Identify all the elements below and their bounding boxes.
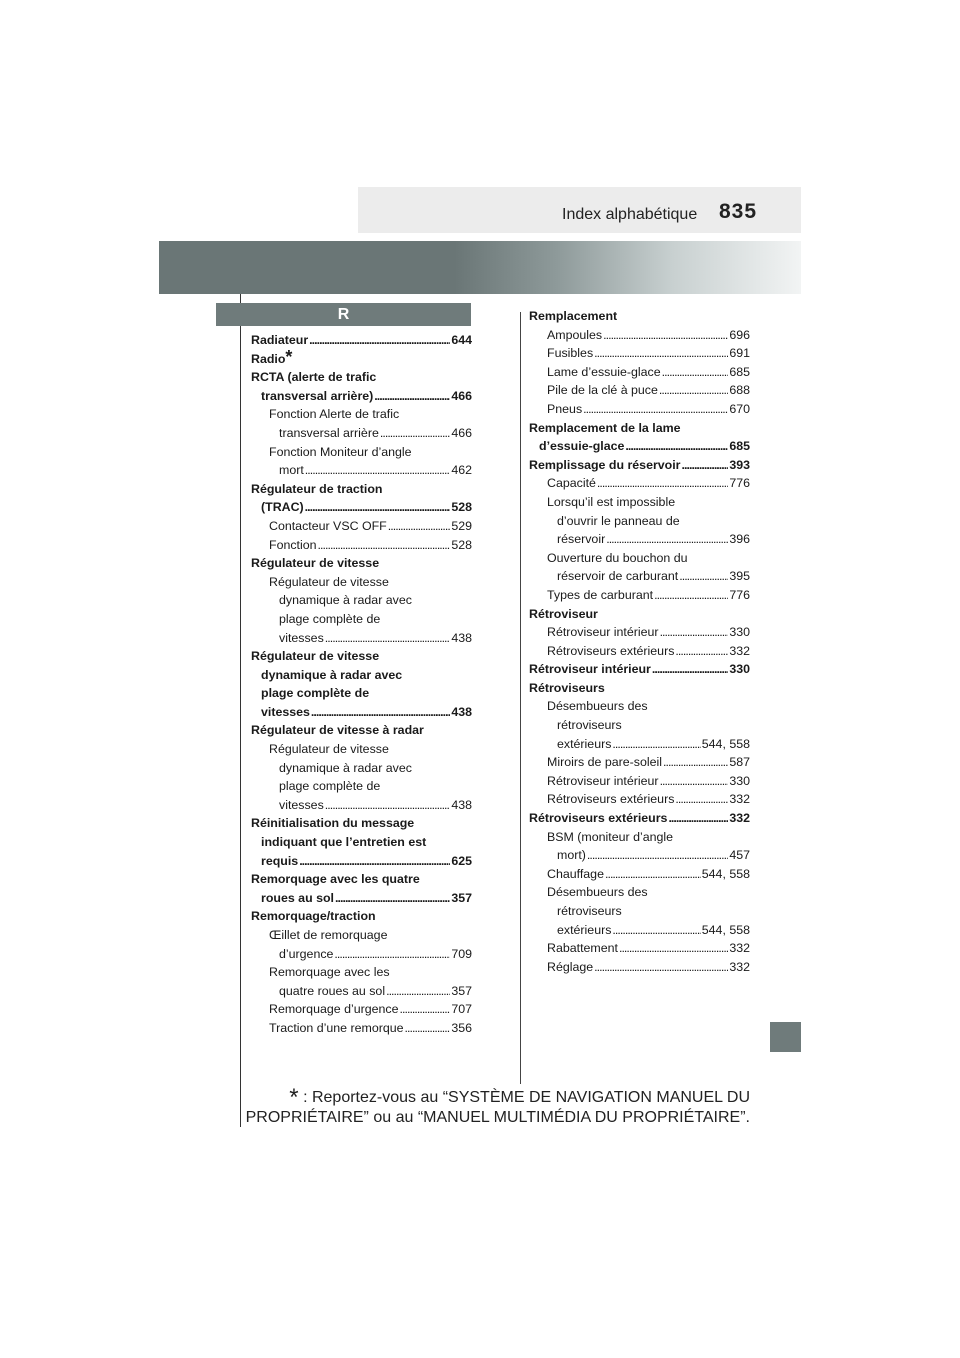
index-entry-row bbox=[529, 958, 750, 977]
index-page-ref: 330 bbox=[729, 773, 750, 788]
index-page-ref: 776 bbox=[729, 587, 750, 602]
index-entry-label: Rétroviseur intérieur bbox=[529, 662, 651, 677]
leader-dots bbox=[612, 735, 700, 754]
footnote-star: * bbox=[289, 1084, 299, 1111]
leader-dots bbox=[597, 474, 728, 493]
index-page-ref: 462 bbox=[451, 463, 472, 478]
index-page-ref: 332 bbox=[729, 643, 750, 658]
index-entry-row bbox=[529, 363, 750, 382]
index-page-ref: 670 bbox=[729, 401, 750, 416]
index-entry-r-lorsquil bbox=[529, 493, 750, 549]
index-entry-row bbox=[251, 424, 472, 443]
index-entry-r-lame bbox=[529, 363, 750, 382]
leader-dots bbox=[660, 623, 729, 642]
leader-dots bbox=[594, 958, 728, 977]
index-entry-row bbox=[529, 642, 750, 661]
footnote bbox=[240, 1084, 750, 1128]
leader-dots bbox=[325, 629, 451, 648]
footnote-line-2: PROPRIÉTAIRE” ou au “MANUEL MULTIMÉDIA DU PROPRIÉTAIRE”. bbox=[245, 1109, 750, 1126]
leader-dots bbox=[400, 1000, 451, 1019]
index-entry-label: transversal arrière bbox=[279, 425, 379, 440]
index-entry-r-bsm bbox=[529, 828, 750, 865]
chapter-side-tab bbox=[770, 1022, 801, 1052]
index-entry-label: Remorquage d’urgence bbox=[269, 1002, 399, 1017]
leader-dots bbox=[662, 363, 729, 382]
index-entry-label: extérieurs bbox=[557, 736, 612, 751]
leader-dots bbox=[654, 586, 728, 605]
index-entry-l-remorquage-traction bbox=[251, 907, 472, 926]
index-entry-row bbox=[251, 796, 472, 815]
index-entry-label: Rétroviseurs bbox=[529, 680, 605, 695]
index-entry-line: Fonction Alerte de trafic bbox=[269, 407, 400, 422]
index-entry-row bbox=[529, 605, 750, 624]
index-entry-line: Remplacement de la lame bbox=[529, 420, 681, 435]
index-page-ref: 625 bbox=[451, 853, 472, 868]
leader-dots bbox=[311, 703, 450, 722]
leader-dots bbox=[652, 660, 728, 679]
index-entry-l-contacteur-vsc bbox=[251, 517, 472, 536]
index-entry-row bbox=[251, 945, 472, 964]
index-entry-label: Pile de la clé à puce bbox=[547, 383, 658, 398]
leader-dots bbox=[305, 498, 451, 517]
index-entry-label: Miroirs de pare-soleil bbox=[547, 755, 662, 770]
index-entry-r-ouverture bbox=[529, 549, 750, 586]
index-page-ref: 528 bbox=[451, 500, 472, 515]
index-entry-row bbox=[529, 809, 750, 828]
section-letter: R bbox=[216, 303, 471, 326]
footnote-line-1: : Reportez-vous au “SYSTÈME DE NAVIGATION MANUEL DU bbox=[303, 1089, 750, 1106]
index-page-ref: 330 bbox=[729, 625, 750, 640]
leader-dots bbox=[605, 865, 701, 884]
index-entry-l-reg-radar bbox=[251, 721, 472, 740]
index-page-ref: 685 bbox=[729, 364, 750, 379]
leader-dots bbox=[606, 530, 728, 549]
index-entry-row bbox=[529, 660, 750, 679]
index-entry-l-remorquage-quatre bbox=[251, 870, 472, 907]
index-entry-r-reglage bbox=[529, 958, 750, 977]
index-page-ref: 528 bbox=[451, 537, 472, 552]
index-entry-r-fusibles bbox=[529, 344, 750, 363]
index-page-ref: 332 bbox=[729, 959, 750, 974]
leader-dots bbox=[325, 796, 451, 815]
index-entry-label: vitesses bbox=[279, 630, 324, 645]
index-entry-line: plage complète de bbox=[279, 611, 381, 626]
index-entry-r-retro-ext bbox=[529, 642, 750, 661]
leader-dots bbox=[309, 331, 450, 350]
leader-dots bbox=[668, 809, 728, 828]
index-entry-r-retroviseur-int bbox=[529, 660, 750, 679]
leader-dots bbox=[334, 945, 450, 964]
page-number: 835 bbox=[719, 200, 758, 223]
index-entry-row bbox=[529, 846, 750, 865]
index-entry-row bbox=[529, 474, 750, 493]
index-entry-r-desembueurs bbox=[529, 697, 750, 753]
leader-dots bbox=[603, 326, 728, 345]
index-entry-line: Régulateur de vitesse bbox=[269, 742, 389, 757]
index-page-ref: 544, 558 bbox=[701, 866, 750, 881]
index-entry-l-fonction-moniteur bbox=[251, 443, 472, 480]
index-page-ref: 457 bbox=[729, 848, 750, 863]
leader-dots bbox=[660, 772, 729, 791]
index-page-ref: 332 bbox=[729, 941, 750, 956]
index-page-ref: 396 bbox=[729, 532, 750, 547]
index-entry-row bbox=[529, 865, 750, 884]
index-entry-label: Rétroviseurs extérieurs bbox=[547, 643, 675, 658]
index-entry-l-radio bbox=[251, 346, 472, 369]
left-margin-rule bbox=[240, 294, 241, 1127]
index-entry-label: Remorquage/traction bbox=[251, 909, 376, 924]
index-entry-row bbox=[251, 536, 472, 555]
index-entry-label: Rétroviseurs extérieurs bbox=[529, 811, 668, 826]
index-entry-row bbox=[251, 907, 472, 926]
index-entry-row bbox=[251, 1019, 472, 1038]
leader-dots bbox=[675, 642, 728, 661]
index-page-ref: 438 bbox=[451, 797, 472, 812]
index-entry-line: plage complète de bbox=[279, 779, 381, 794]
index-page-ref: 438 bbox=[451, 630, 472, 645]
index-page-ref: 688 bbox=[729, 383, 750, 398]
index-entry-line: Régulateur de traction bbox=[251, 481, 383, 496]
index-entry-row bbox=[529, 679, 750, 698]
index-entry-line: BSM (moniteur d’angle bbox=[547, 829, 674, 844]
leader-dots bbox=[587, 846, 728, 865]
leader-dots bbox=[682, 456, 729, 475]
leader-dots bbox=[335, 889, 450, 908]
index-entry-l-fonction-trac bbox=[251, 536, 472, 555]
index-entry-label: Contacteur VSC OFF bbox=[269, 518, 387, 533]
index-entry-l-reinit bbox=[251, 814, 472, 870]
leader-dots bbox=[679, 567, 728, 586]
index-page-ref: 438 bbox=[451, 704, 472, 719]
index-entry-label: Chauffage bbox=[547, 866, 604, 881]
index-entry-row bbox=[251, 387, 472, 406]
index-page-ref: 357 bbox=[451, 890, 472, 905]
index-entry-line: Lorsqu’il est impossible bbox=[547, 494, 676, 509]
leader-dots bbox=[675, 790, 728, 809]
index-page-ref: 709 bbox=[451, 946, 472, 961]
index-entry-label: Fusibles bbox=[547, 346, 594, 361]
header-gradient-band bbox=[159, 241, 801, 294]
leader-dots bbox=[305, 461, 451, 480]
index-entry-label: d’essuie-glace bbox=[539, 439, 625, 454]
index-entry-line: indiquant que l’entretien est bbox=[261, 835, 427, 850]
index-entry-line: Ouverture du bouchon du bbox=[547, 550, 688, 565]
index-entry-row bbox=[529, 530, 750, 549]
index-entry-l-remorquage-urgence bbox=[251, 1000, 472, 1019]
index-entry-label: réservoir de carburant bbox=[557, 569, 679, 584]
index-page-ref: 356 bbox=[451, 1020, 472, 1035]
index-page-ref: 685 bbox=[729, 439, 750, 454]
index-entry-row bbox=[529, 753, 750, 772]
leader-dots bbox=[594, 344, 728, 363]
index-page-ref: 466 bbox=[451, 388, 472, 403]
index-entry-r-capacite bbox=[529, 474, 750, 493]
index-column-right bbox=[529, 307, 750, 976]
index-entry-label: vitesses bbox=[261, 704, 310, 719]
index-column-left bbox=[251, 331, 472, 1038]
index-entry-line: dynamique à radar avec bbox=[279, 760, 412, 775]
index-entry-label: Fonction bbox=[269, 537, 317, 552]
index-entry-label: Radiateur bbox=[251, 333, 309, 347]
index-entry-label: Rétroviseurs extérieurs bbox=[547, 792, 675, 807]
index-entry-r-rabattement bbox=[529, 939, 750, 958]
index-entry-line: RCTA (alerte de trafic bbox=[251, 370, 377, 385]
index-entry-l-traction-remorque bbox=[251, 1019, 472, 1038]
index-entry-r-retro-ext2 bbox=[529, 790, 750, 809]
index-entry-label: Lame d’essuie-glace bbox=[547, 364, 661, 379]
index-entry-r-types bbox=[529, 586, 750, 605]
index-entry-row bbox=[529, 456, 750, 475]
index-entry-row bbox=[529, 790, 750, 809]
index-page-ref: 691 bbox=[729, 346, 750, 361]
index-entry-label: transversal arrière) bbox=[261, 388, 374, 403]
index-entry-row: Radio * bbox=[251, 346, 293, 367]
index-entry-label: Rétroviseur bbox=[529, 606, 598, 621]
index-entry-l-oeillet bbox=[251, 926, 472, 963]
index-entry-label: Rétroviseur intérieur bbox=[547, 625, 659, 640]
leader-dots bbox=[388, 517, 451, 536]
index-entry-label: Remplacement bbox=[529, 309, 618, 323]
index-entry-line: Régulateur de vitesse bbox=[269, 574, 389, 589]
index-entry-line: Désembueurs des bbox=[547, 699, 648, 714]
index-entry-row bbox=[529, 921, 750, 940]
index-entry-l-reg-dyn bbox=[251, 647, 472, 721]
index-page-ref: 644 bbox=[451, 333, 472, 347]
column-divider bbox=[520, 312, 521, 1084]
index-page-ref: 544, 558 bbox=[701, 736, 750, 751]
header-title: Index alphabétique bbox=[562, 206, 698, 223]
index-entry-row bbox=[251, 331, 472, 350]
index-entry-line: dynamique à radar avec bbox=[261, 667, 403, 682]
index-entry-row bbox=[529, 381, 750, 400]
index-entry-l-regulateur-traction bbox=[251, 480, 472, 517]
index-entry-label: d’urgence bbox=[279, 946, 334, 961]
index-page-ref: 393 bbox=[729, 457, 750, 472]
index-entry-label: Remplissage du réservoir bbox=[529, 457, 681, 472]
leader-dots bbox=[583, 400, 728, 419]
index-entry-r-chauffage bbox=[529, 865, 750, 884]
index-entry-line: Réinitialisation du message bbox=[251, 816, 415, 831]
index-entry-l-fonction-alerte bbox=[251, 405, 472, 442]
index-entry-label: Régulateur de vitesse à radar bbox=[251, 723, 424, 738]
index-page-ref: 529 bbox=[451, 518, 472, 533]
leader-dots bbox=[405, 1019, 451, 1038]
index-entry-l-reg-radar-sub bbox=[251, 740, 472, 814]
index-entry-row bbox=[251, 1000, 472, 1019]
leader-dots bbox=[663, 753, 728, 772]
index-entry-r-remplissage bbox=[529, 456, 750, 475]
leader-dots bbox=[318, 536, 451, 555]
index-entry-r-desembueurs2 bbox=[529, 883, 750, 939]
index-entry-line: rétroviseurs bbox=[557, 904, 622, 918]
index-page-ref: 707 bbox=[451, 1002, 472, 1017]
index-entry-l-regulateur-vitesse bbox=[251, 554, 472, 573]
index-entry-r-ampoules bbox=[529, 326, 750, 345]
index-entry-l-remorquage-sol bbox=[251, 963, 472, 1000]
index-entry-row bbox=[251, 498, 472, 517]
index-entry-label: Rétroviseur intérieur bbox=[547, 773, 659, 788]
index-entry-label: Radio bbox=[251, 351, 286, 366]
index-entry-r-retroviseurs bbox=[529, 679, 750, 698]
index-entry-label: Capacité bbox=[547, 476, 596, 491]
index-page-ref: 332 bbox=[729, 811, 750, 826]
index-entry-r-miroirs bbox=[529, 753, 750, 772]
index-entry-label: quatre roues au sol bbox=[279, 983, 386, 998]
index-page-ref: 776 bbox=[729, 476, 750, 491]
index-page-ref: 466 bbox=[451, 425, 472, 440]
index-entry-r-retro-int2 bbox=[529, 772, 750, 791]
index-entry-label: mort bbox=[279, 463, 304, 478]
index-entry-label: roues au sol bbox=[261, 890, 334, 905]
index-entry-line: Désembueurs des bbox=[547, 885, 648, 900]
index-entry-label: réservoir bbox=[557, 532, 606, 547]
leader-dots bbox=[625, 437, 728, 456]
index-entry-label: vitesses bbox=[279, 797, 324, 812]
index-entry-line: dynamique à radar avec bbox=[279, 593, 412, 608]
index-page-ref: 332 bbox=[729, 792, 750, 807]
index-entry-r-retro-int bbox=[529, 623, 750, 642]
index-entry-label: Types de carburant bbox=[547, 587, 654, 602]
index-entry-label: extérieurs bbox=[557, 922, 612, 937]
index-entry-line: rétroviseurs bbox=[557, 718, 622, 733]
leader-dots bbox=[374, 387, 450, 406]
index-entry-label: Pneus bbox=[547, 401, 583, 416]
index-entry-row bbox=[251, 554, 472, 573]
index-entry-r-pile bbox=[529, 381, 750, 400]
index-entry-row bbox=[529, 400, 750, 419]
index-entry-label: Réglage bbox=[547, 959, 594, 974]
leader-dots bbox=[299, 852, 450, 871]
index-entry-l-rcta bbox=[251, 368, 472, 405]
index-entry-row bbox=[251, 721, 472, 740]
index-entry-r-remplacement bbox=[529, 307, 750, 326]
index-entry-row bbox=[529, 567, 750, 586]
index-entry-label: Rabattement bbox=[547, 941, 618, 956]
index-entry-line: Remorquage avec les bbox=[269, 965, 390, 980]
index-entry-label: Régulateur de vitesse bbox=[251, 556, 380, 571]
index-entry-row bbox=[251, 517, 472, 536]
index-page-ref: 587 bbox=[729, 755, 750, 770]
index-entry-row bbox=[251, 889, 472, 908]
index-entry-row bbox=[529, 307, 750, 326]
index-entry-row bbox=[529, 437, 750, 456]
index-entry-line: Remorquage avec les quatre bbox=[251, 872, 420, 887]
index-entry-row bbox=[251, 461, 472, 480]
index-page-ref: 330 bbox=[729, 662, 750, 677]
leader-dots bbox=[380, 424, 450, 443]
index-entry-row bbox=[251, 982, 472, 1001]
index-entry-label: Ampoules bbox=[547, 327, 603, 342]
index-entry-r-remplacement-lame bbox=[529, 419, 750, 456]
index-entry-row bbox=[529, 772, 750, 791]
index-entry-row bbox=[529, 939, 750, 958]
index-entry-row bbox=[529, 326, 750, 345]
index-page-ref: 696 bbox=[729, 327, 750, 342]
index-page-ref: 544, 558 bbox=[701, 922, 750, 937]
index-entry-line: plage complète de bbox=[261, 686, 370, 701]
index-entry-row bbox=[251, 629, 472, 648]
index-entry-row bbox=[529, 344, 750, 363]
index-entry-r-retroviseurs-ext bbox=[529, 809, 750, 828]
index-entry-row bbox=[251, 703, 472, 722]
index-entry-label: Traction d’une remorque bbox=[269, 1020, 404, 1035]
leader-dots bbox=[659, 381, 728, 400]
index-entry-line: Œillet de remorquage bbox=[269, 928, 388, 942]
index-entry-row bbox=[529, 735, 750, 754]
index-entry-l-reg-vit-sub bbox=[251, 573, 472, 647]
index-page-ref: 357 bbox=[451, 983, 472, 998]
index-entry-row bbox=[529, 623, 750, 642]
index-entry-row bbox=[251, 852, 472, 871]
index-entry-line: d’ouvrir le panneau de bbox=[557, 513, 680, 528]
index-entry-label: mort) bbox=[557, 848, 586, 863]
leader-dots bbox=[619, 939, 728, 958]
leader-dots bbox=[612, 921, 700, 940]
leader-dots bbox=[386, 982, 450, 1001]
index-entry-line: Régulateur de vitesse bbox=[251, 649, 380, 664]
index-entry-label: (TRAC) bbox=[261, 500, 304, 515]
index-entry-r-pneus bbox=[529, 400, 750, 419]
index-entry-row bbox=[529, 586, 750, 605]
index-entry-line: Fonction Moniteur d’angle bbox=[269, 444, 412, 459]
index-entry-label: requis bbox=[261, 853, 299, 868]
index-entry-r-retroviseur bbox=[529, 605, 750, 624]
index-entry-l-radiateur bbox=[251, 331, 472, 350]
index-page-ref: 395 bbox=[729, 569, 750, 584]
